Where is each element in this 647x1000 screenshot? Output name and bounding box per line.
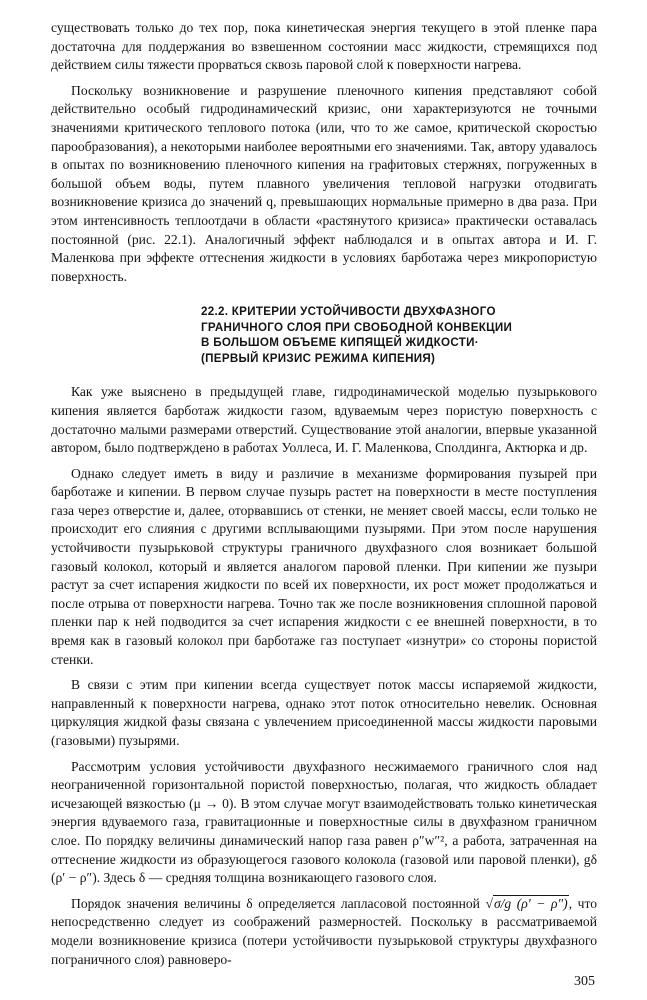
paragraph-with-formula: Порядок значения величины δ определяется лапласовой постоянной √σ/g (ρ′ − ρ″), что непосредственно следует из соображений размерностей. Поскольку в рассматриваемой модели возникновение кризиса (потери устойчивости пузырьковой структуры двухфазного пограничного слоя) равноверо- — [51, 895, 597, 967]
paragraph: Поскольку возникновение и разрушение пленочного кипения представляют собой действительно особый гидродинамический кризис, они характеризуются не точными значениями критического теплового потока (или, что то же самое, критической скоростью парообразования), а некоторыми наиболее вероятными его значениями. Так, автору удавалось в опытах по возникновению пленочного кипения на графитовых стержнях, погруженных в большой объем воды, путем плавного увеличения тепловой нагрузки отодвигать возникновение кризиса до значений q, превышающих нормальные примерно в два раза. При этом интенсивность теплоотдачи в области «растянутого кризиса» практически оставалась постоянной (рис. 22.1). Аналогичный эффект наблюдался и в опытах автора и И. Г. Маленкова при эффекте оттеснения жидкости в условиях барботажа через микропористую поверхность. — [51, 82, 597, 284]
paragraph-lead: Порядок значения величины δ определяется лапласовой постоянной — [71, 895, 480, 911]
paragraph: существовать только до тех пор, пока кинетическая энергия текущего в этой пленке пара достаточна для поддержания во взвешенном состоянии масс жидкости, стремящихся под действием силы тяжести прорваться сквозь паровой слой к поверхности нагрева. — [51, 20, 597, 73]
paragraph: Как уже выяснено в предыдущей главе, гидродинамической моделью пузырькового кипения является барботаж жидкости газом, вдуваемым через пористую поверхность с достаточно малыми размерами отверстий. Существование этой аналогии, впервые указанной автором, было подтверждено в работах Уоллеса, И. Г. Маленкова, Сполдинга, Актюрка и др. — [51, 384, 597, 456]
paragraph: Однако следует иметь в виду и различие в механизме формирования пузырей при барботаже и кипении. В первом случае пузырь растет на поверхности в месте поступления газа через отверстие и, далее, оторвавшись от стенки, не меняет своей массы, если только не происходит его слияния с другими всплывающими пузырями. При этом после нарушения устойчивости пузырьковой структуры граничного двухфазного слоя возникает большой газовый колокол, который и является аналогом паровой пленки. При кипении же пузыри растут за счет испарения жидкости по всей их поверхности, их рост может продолжаться и после отрыва от поверхности нагрева. Точно так же после возникновения сплошной паровой пленки пар к ней подводится за счет испарения жидкости с ее внешней поверхности, в то время как в газовый колокол при барботаже газ поступает «изнутри» со стороны пористой стенки. — [51, 465, 597, 667]
laplace-constant-formula: σ/g (ρ′ − ρ″) — [493, 895, 568, 911]
paragraph: В связи с этим при кипении всегда существует поток массы испаряемой жидкости, направленный к поверхности нагрева, однако этот поток относительно невелик. Основная циркуляция жидкой фазы связана с увлечением присоединенной массы жидкости паровыми (газовыми) пузырями. — [51, 677, 597, 748]
section-heading-line: ГРАНИЧНОГО СЛОЯ ПРИ СВОБОДНОЙ КОНВЕКЦИИ — [201, 320, 513, 334]
section-heading-line: (ПЕРВЫЙ КРИЗИС РЕЖИМА КИПЕНИЯ) — [201, 351, 436, 365]
page-number: 305 — [574, 974, 595, 989]
section-heading-line: В БОЛЬШОМ ОБЪЕМЕ КИПЯЩЕЙ ЖИДКОСТИ· — [201, 336, 479, 350]
section-heading-line: 22.2. КРИТЕРИИ УСТОЙЧИВОСТИ ДВУХФАЗНОГО — [201, 305, 496, 319]
paragraph: Рассмотрим условия устойчивости двухфазного несжимаемого граничного слоя над неограниченной горизонтальной пористой поверхностью, полагая, что жидкость обладает исчезающей вязкостью (μ → 0). В этом случае могут взаимодействовать только кинетическая энергия вдуваемого газа, гравитационные и поверхностные силы в двухфазном граничном слое. По порядку величины динамический напор газа равен ρ″w″², а работа, затраченная на оттеснение жидкости из образующегося газового колокола (газовой или паровой пленки), gδ (ρ′ − ρ″). Здесь δ — средняя толщина возникающего газового слоя. — [51, 758, 597, 886]
page-body — [51, 19, 597, 976]
section-heading — [201, 304, 597, 366]
paragraph-tail: , что непосредственно следует из соображений размерностей. Поскольку в рассматриваемой модели возникновение кризиса (потери устойчивости пузырьковой структуры двухфазного пограничного слоя) равноверо- — [51, 895, 597, 967]
